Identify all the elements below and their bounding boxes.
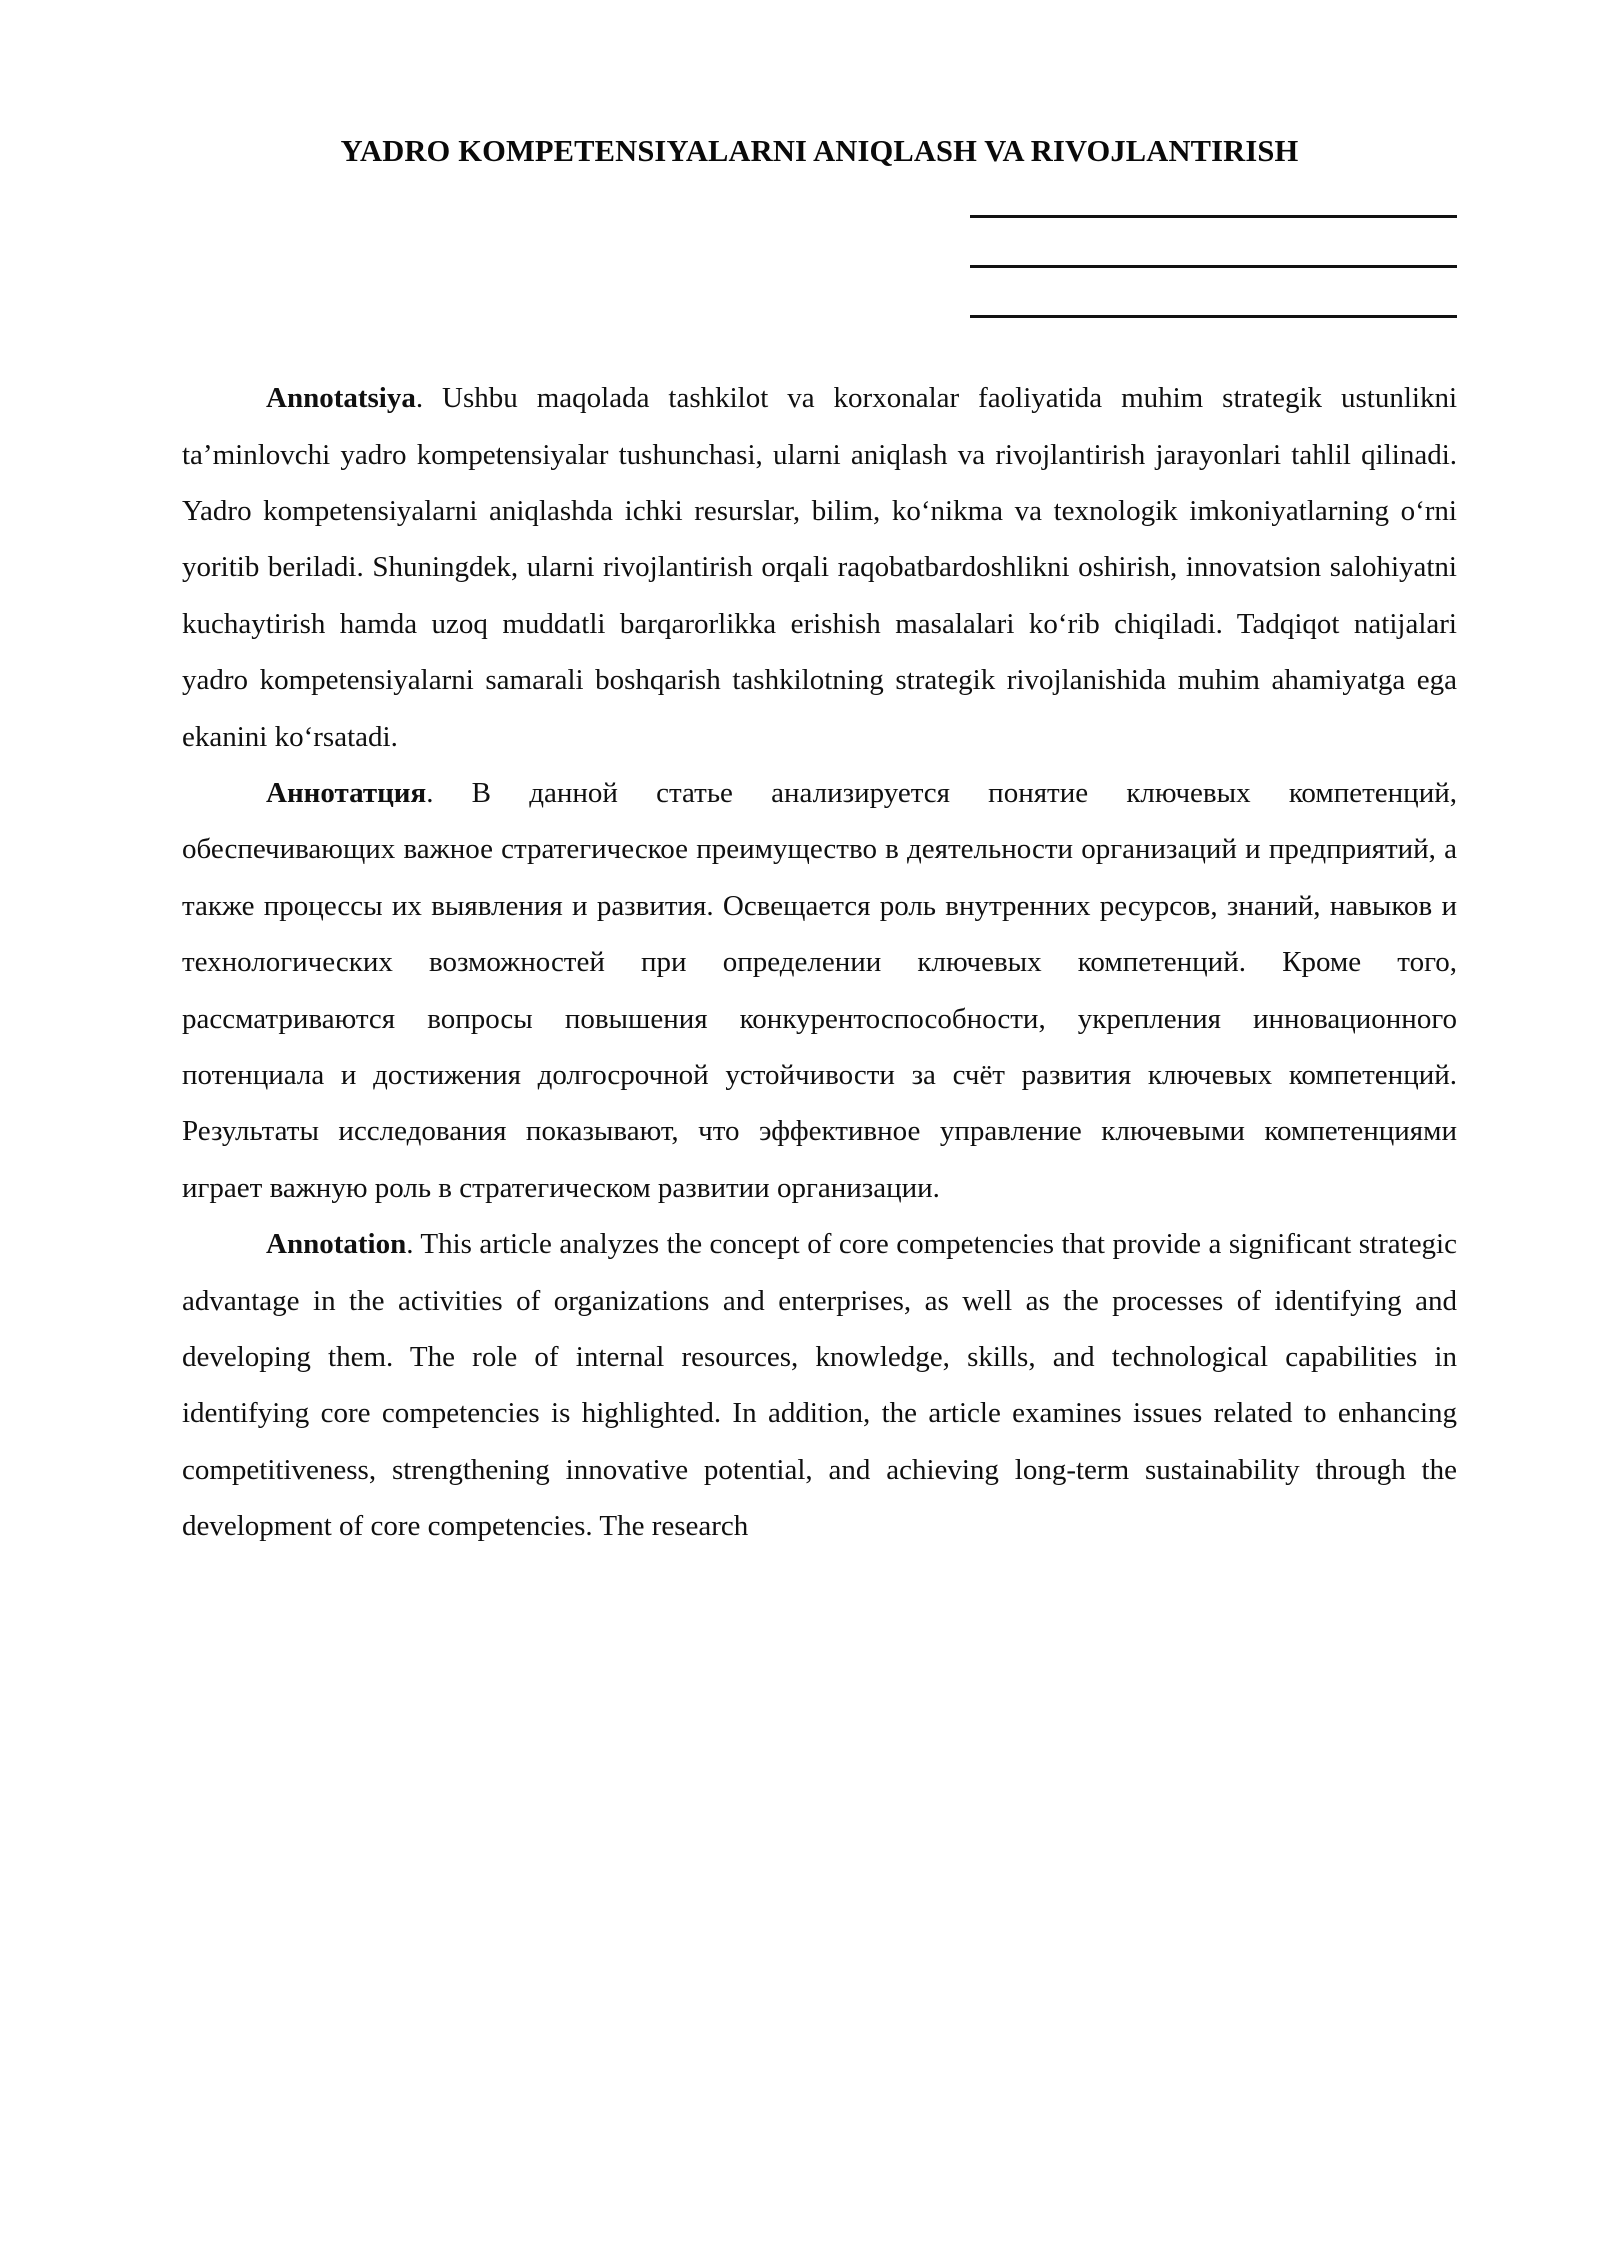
abstract-lead-separator-ru: . [426, 776, 434, 809]
abstract-lead-label-en: Annotation [266, 1228, 407, 1261]
abstract-section [182, 370, 1457, 1555]
page-title: YADRO KOMPETENSIYALARNI ANIQLASH VA RIVOJLANTIRISH [340, 134, 1299, 168]
abstract-lead-separator-uz: . [415, 382, 424, 415]
abstract-paragraph-en [182, 1216, 1457, 1554]
abstract-lead-label-uz: Annotatsiya [266, 382, 416, 415]
author-rule-3 [970, 315, 1457, 318]
abstract-paragraph-uz [182, 370, 1457, 765]
abstract-lead-label-ru: Аннотатция [266, 776, 427, 809]
abstract-body-uz: Ushbu maqolada tashkilot va korxonalar faoliyatida muhim strategik ustunlikni ta’minlovchi yadro kompetensiyalar tushunchasi, ularni aniqlash va rivojlantirish jarayonlari tahlil qilinadi. Yadro kompetensiyalarni aniqlashda ichki resurslar, bilim, ko‘nikma va texnologik imkoniyatlarning o‘rni yoritib beriladi. Shuningdek, ularni rivojlantirish orqali raqobatbardoshlikni oshirish, innovatsion salohiyatni kuchaytirish hamda uzoq muddatli barqarorlikka erishish masalalari ko‘rib chiqiladi. Tadqiqot natijalari yadro kompetensiyalarni samarali boshqarish tashkilotning strategik rivojlanishida muhim ahamiyatga ega ekanini ko‘rsatadi. [182, 382, 1457, 753]
author-rule-1 [970, 215, 1457, 218]
abstract-paragraph-ru [182, 765, 1457, 1216]
page-content [182, 0, 1457, 1555]
abstract-lead-separator-en: . [406, 1228, 414, 1261]
abstract-body-ru: В данной статье анализируется понятие ключевых компетенций, обеспечивающих важное стратегическое преимущество в деятельности организаций и предприятий, а также процессы их выявления и развития. Освещается роль внутренних ресурсов, знаний, навыков и технологических возможностей при определении ключевых компетенций. Кроме того, рассматриваются вопросы повышения конкурентоспособности, укрепления инновационного потенциала и достижения долгосрочной устойчивости за счёт развития ключевых компетенций. Результаты исследования показывают, что эффективное управление ключевыми компетенциями играет важную роль в стратегическом развитии организации. [182, 776, 1457, 1204]
author-rule-2 [970, 265, 1457, 268]
author-placeholder-lines [182, 215, 1457, 318]
abstract-body-en: This article analyzes the concept of core competencies that provide a significant strategic advantage in the activities of organizations and enterprises, as well as the processes of identifying and developing them. The role of internal resources, knowledge, skills, and technological capabilities in identifying core competencies is highlighted. In addition, the article examines issues related to enhancing competitiveness, strengthening innovative potential, and achieving long-term sustainability through the development of core competencies. The research [182, 1228, 1457, 1543]
